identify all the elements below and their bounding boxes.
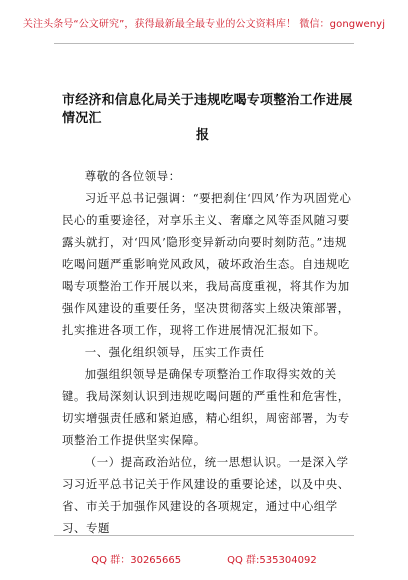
section-heading: 一、强化组织领导，压实工作责任 [84, 345, 265, 359]
salutation: 尊敬的各位领导： [84, 169, 181, 183]
document-title-continuation: 报 [196, 128, 210, 143]
footer-qq-group-2: QQ 群:535304092 [227, 554, 317, 566]
header-divider [54, 43, 354, 44]
header-banner: 关注头条号“公文研究”，获得最新最全最专业的公文资料库！ 微信：gongwenyj [22, 18, 386, 30]
paragraph-section: 加强组织领导是确保专项整治工作取得实效的关键。我局深刻认识到违规吃喝问题的严重性和危害性，切实增强责任感和紧迫感，精心组织，周密部署，为专项整治工作提供坚实保障。 [62, 367, 350, 447]
footer-qq-group-1: QQ 群：30265665 [91, 554, 182, 566]
footer [0, 536, 408, 580]
document-body [62, 165, 354, 539]
paragraph-subsection: （一）提高政治站位，统一思想认识。一是深入学习习近平总书记关于作风建设的重要论述，以及中央、省、市关于加强作风建设的各项规定，通过中心组学习、专题 [62, 455, 350, 535]
document-title: 市经济和信息化局关于违规吃喝专项整治工作进展情况汇 [62, 93, 353, 126]
paragraph-intro: 习近平总书记强调：“要把刹住‘四风’作为巩固党心民心的重要途径，对享乐主义、奢靡之风等歪风随习要露头就打，对‘四风’隐形变异新动向要时刻防范。”违规吃喝问题严重影响党风政风，破坏政治生态。自违规吃喝专项整治工作开展以来，我局高度重视，将其作为加强作风建设的重要任务，坚决贯彻落实上级决策部署，扎实推进各项工作，现将工作进展情况汇报如下。 [62, 191, 352, 337]
